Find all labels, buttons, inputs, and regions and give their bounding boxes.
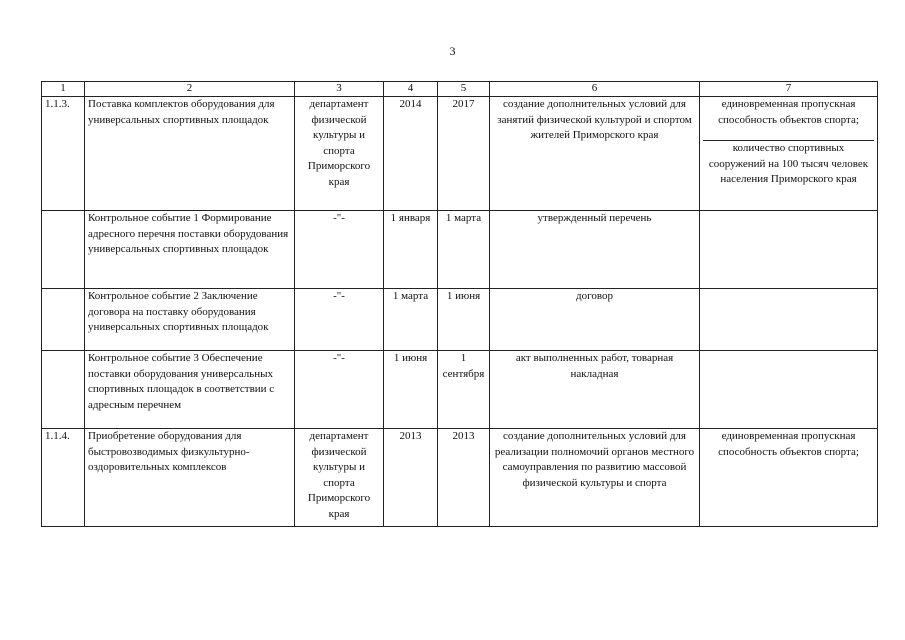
event-end: 1 сентября (438, 351, 490, 429)
event-result: договор (490, 289, 700, 351)
event-code (42, 351, 85, 429)
table-row-section-1-1-3 (42, 97, 878, 211)
event-indicator (700, 351, 878, 429)
header-cell-4: 4 (384, 82, 438, 97)
section-name: Приобретение оборудования для быстровозводимых физкультурно-оздоровительных комплексов (85, 429, 295, 527)
table-row-event-3 (42, 351, 878, 429)
event-name: Контрольное событие 3 Обеспечение поставки оборудования универсальных спортивных площадок в соответствии с адресным перечнем (85, 351, 295, 429)
event-result: акт выполненных работ, товарная накладная (490, 351, 700, 429)
header-cell-1: 1 (42, 82, 85, 97)
event-end: 1 июня (438, 289, 490, 351)
event-result: утвержденный перечень (490, 211, 700, 289)
section-result: создание дополнительных условий для реализации полномочий органов местного самоуправления по развитию массовой физической культуры и спорта (490, 429, 700, 527)
event-name: Контрольное событие 1 Формирование адресного перечня поставки оборудования универсальных спортивных площадок (85, 211, 295, 289)
header-row (42, 82, 878, 97)
event-name: Контрольное событие 2 Заключение договора на поставку оборудования универсальных спортивных площадок (85, 289, 295, 351)
header-cell-3: 3 (295, 82, 384, 97)
table-row-event-2 (42, 289, 878, 351)
header-cell-7: 7 (700, 82, 878, 97)
event-end: 1 марта (438, 211, 490, 289)
section-indicators (700, 97, 878, 211)
program-table (41, 81, 878, 527)
section-code: 1.1.4. (42, 429, 85, 527)
event-start: 1 марта (384, 289, 438, 351)
table-row-section-1-1-4 (42, 429, 878, 527)
section-code: 1.1.3. (42, 97, 85, 211)
event-indicator (700, 289, 878, 351)
section-executor: департамент физической культуры и спорта Приморского края (295, 97, 384, 211)
header-cell-6: 6 (490, 82, 700, 97)
event-code (42, 211, 85, 289)
event-code (42, 289, 85, 351)
section-end: 2013 (438, 429, 490, 527)
indicator-facilities: количество спортивных сооружений на 100 тысяч человек населения Приморского края (708, 142, 869, 185)
event-executor: -"- (295, 289, 384, 351)
section-end: 2017 (438, 97, 490, 211)
section-start: 2013 (384, 429, 438, 527)
section-indicator: единовременная пропускная способность объектов спорта; (700, 429, 878, 527)
table-row-event-1 (42, 211, 878, 289)
event-start: 1 января (384, 211, 438, 289)
section-start: 2014 (384, 97, 438, 211)
header-cell-5: 5 (438, 82, 490, 97)
section-result: создание дополнительных условий для занятий физической культурой и спортом жителей Приморского края (490, 97, 700, 211)
event-start: 1 июня (384, 351, 438, 429)
section-executor: департамент физической культуры и спорта Приморского края (295, 429, 384, 527)
page-number: 3 (449, 44, 456, 58)
header-cell-2: 2 (85, 82, 295, 97)
section-name: Поставка комплектов оборудования для универсальных спортивных площадок (85, 97, 295, 211)
indicator-capacity: единовременная пропускная способность объектов спорта; (703, 97, 874, 141)
event-indicator (700, 211, 878, 289)
event-executor: -"- (295, 351, 384, 429)
event-executor: -"- (295, 211, 384, 289)
